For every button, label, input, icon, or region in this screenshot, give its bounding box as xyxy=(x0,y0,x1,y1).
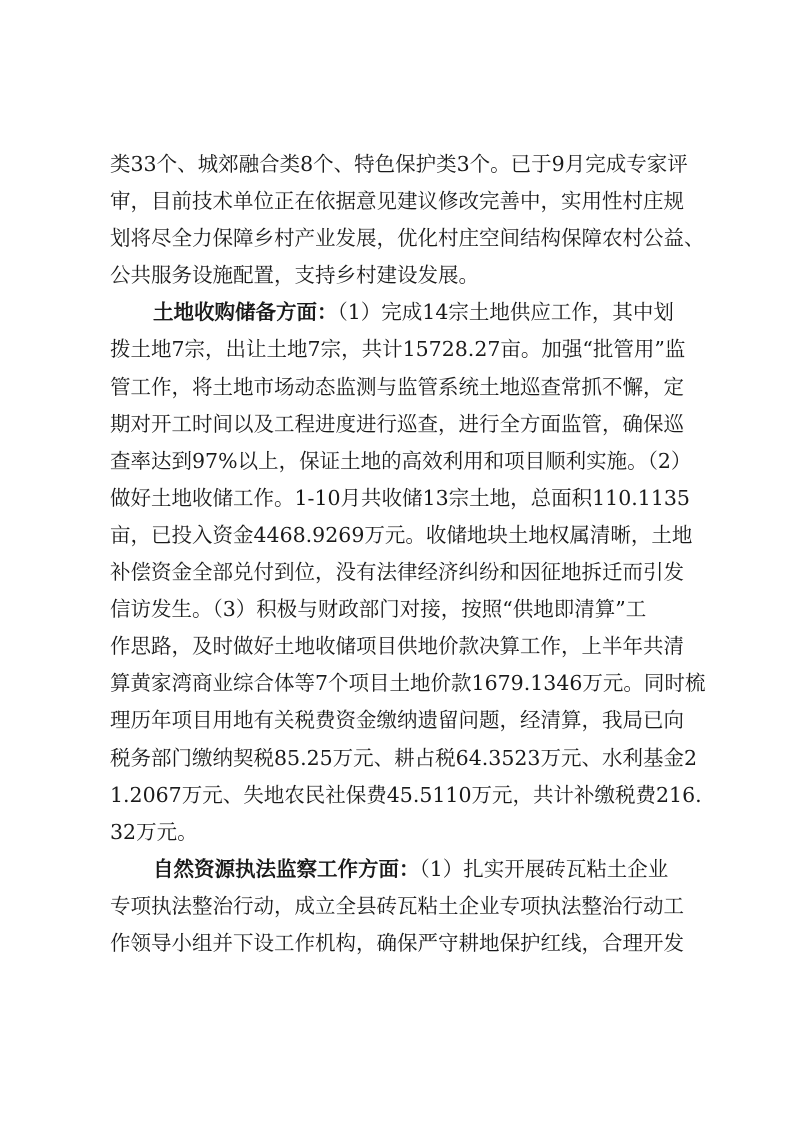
paragraph-first-line xyxy=(110,851,696,888)
text-line: 1.2067万元、失地农民社保费45.5110万元，共计补缴税费216. xyxy=(110,782,702,807)
document-body xyxy=(110,146,706,962)
text-run: （1）完成14宗土地供应工作，其中划 xyxy=(337,300,674,325)
text-line: 信访发生。（3）积极与财政部门对接，按照“供地即清算”工 xyxy=(110,597,647,622)
text-line: 作领导小组并下设工作机构，确保严守耕地保护红线，合理开发 xyxy=(110,930,684,955)
section-heading-land-reserve: 土地收购储备方面： xyxy=(153,300,338,325)
text-line: 类33个、城郊融合类8个、特色保护类3个。已于9月完成专家评 xyxy=(110,152,688,176)
section-heading-law-enforcement: 自然资源执法监察工作方面： xyxy=(153,856,420,881)
text-line: 公共服务设施配置，支持乡村建设发展。 xyxy=(110,263,479,288)
text-line: 32万元。 xyxy=(110,819,198,844)
text-run: （1）扎实开展砖瓦粘土企业 xyxy=(419,856,669,881)
text-line: 查率达到97%以上，保证土地的高效利用和项目顺利实施。（2） xyxy=(110,448,692,473)
text-line: 专项执法整治行动，成立全县砖瓦粘土企业专项执法整治行动工 xyxy=(110,893,684,918)
paragraph-first-line xyxy=(110,294,696,331)
paragraph-land-reserve xyxy=(110,294,706,850)
text-line: 期对开工时间以及工程进度进行巡查，进行全方面监管，确保巡 xyxy=(110,411,684,436)
text-line: 管工作，将土地市场动态监测与监管系统土地巡查常抓不懈，定 xyxy=(110,374,684,399)
text-line: 理历年项目用地有关税费资金缴纳遗留问题，经清算，我局已向 xyxy=(110,708,684,733)
text-line: 拨土地7宗，出让土地7宗，共计15728.27亩。加强“批管用”监 xyxy=(110,337,686,362)
text-line: 划将尽全力保障乡村产业发展，优化村庄空间结构保障农村公益、 xyxy=(110,226,705,251)
text-line: 做好土地收储工作。1-10月共收储13宗土地，总面积110.1135 xyxy=(110,485,690,510)
text-line: 亩，已投入资金4468.9269万元。收储地块土地权属清晰，土地 xyxy=(110,522,693,547)
text-line: 作思路，及时做好土地收储项目供地价款决算工作，上半年共清 xyxy=(110,634,684,659)
text-line: 审，目前技术单位正在依据意见建议修改完善中，实用性村庄规 xyxy=(110,189,684,214)
text-line: 税务部门缴纳契税85.25万元、耕占税64.3523万元、水利基金2 xyxy=(110,745,698,770)
text-line: 算黄家湾商业综合体等7个项目土地价款1679.1346万元。同时梳 xyxy=(110,671,706,696)
paragraph-law-enforcement xyxy=(110,851,696,962)
paragraph-village-planning xyxy=(110,146,705,294)
text-line: 补偿资金全部兑付到位，没有法律经济纠纷和因征地拆迁而引发 xyxy=(110,560,684,585)
